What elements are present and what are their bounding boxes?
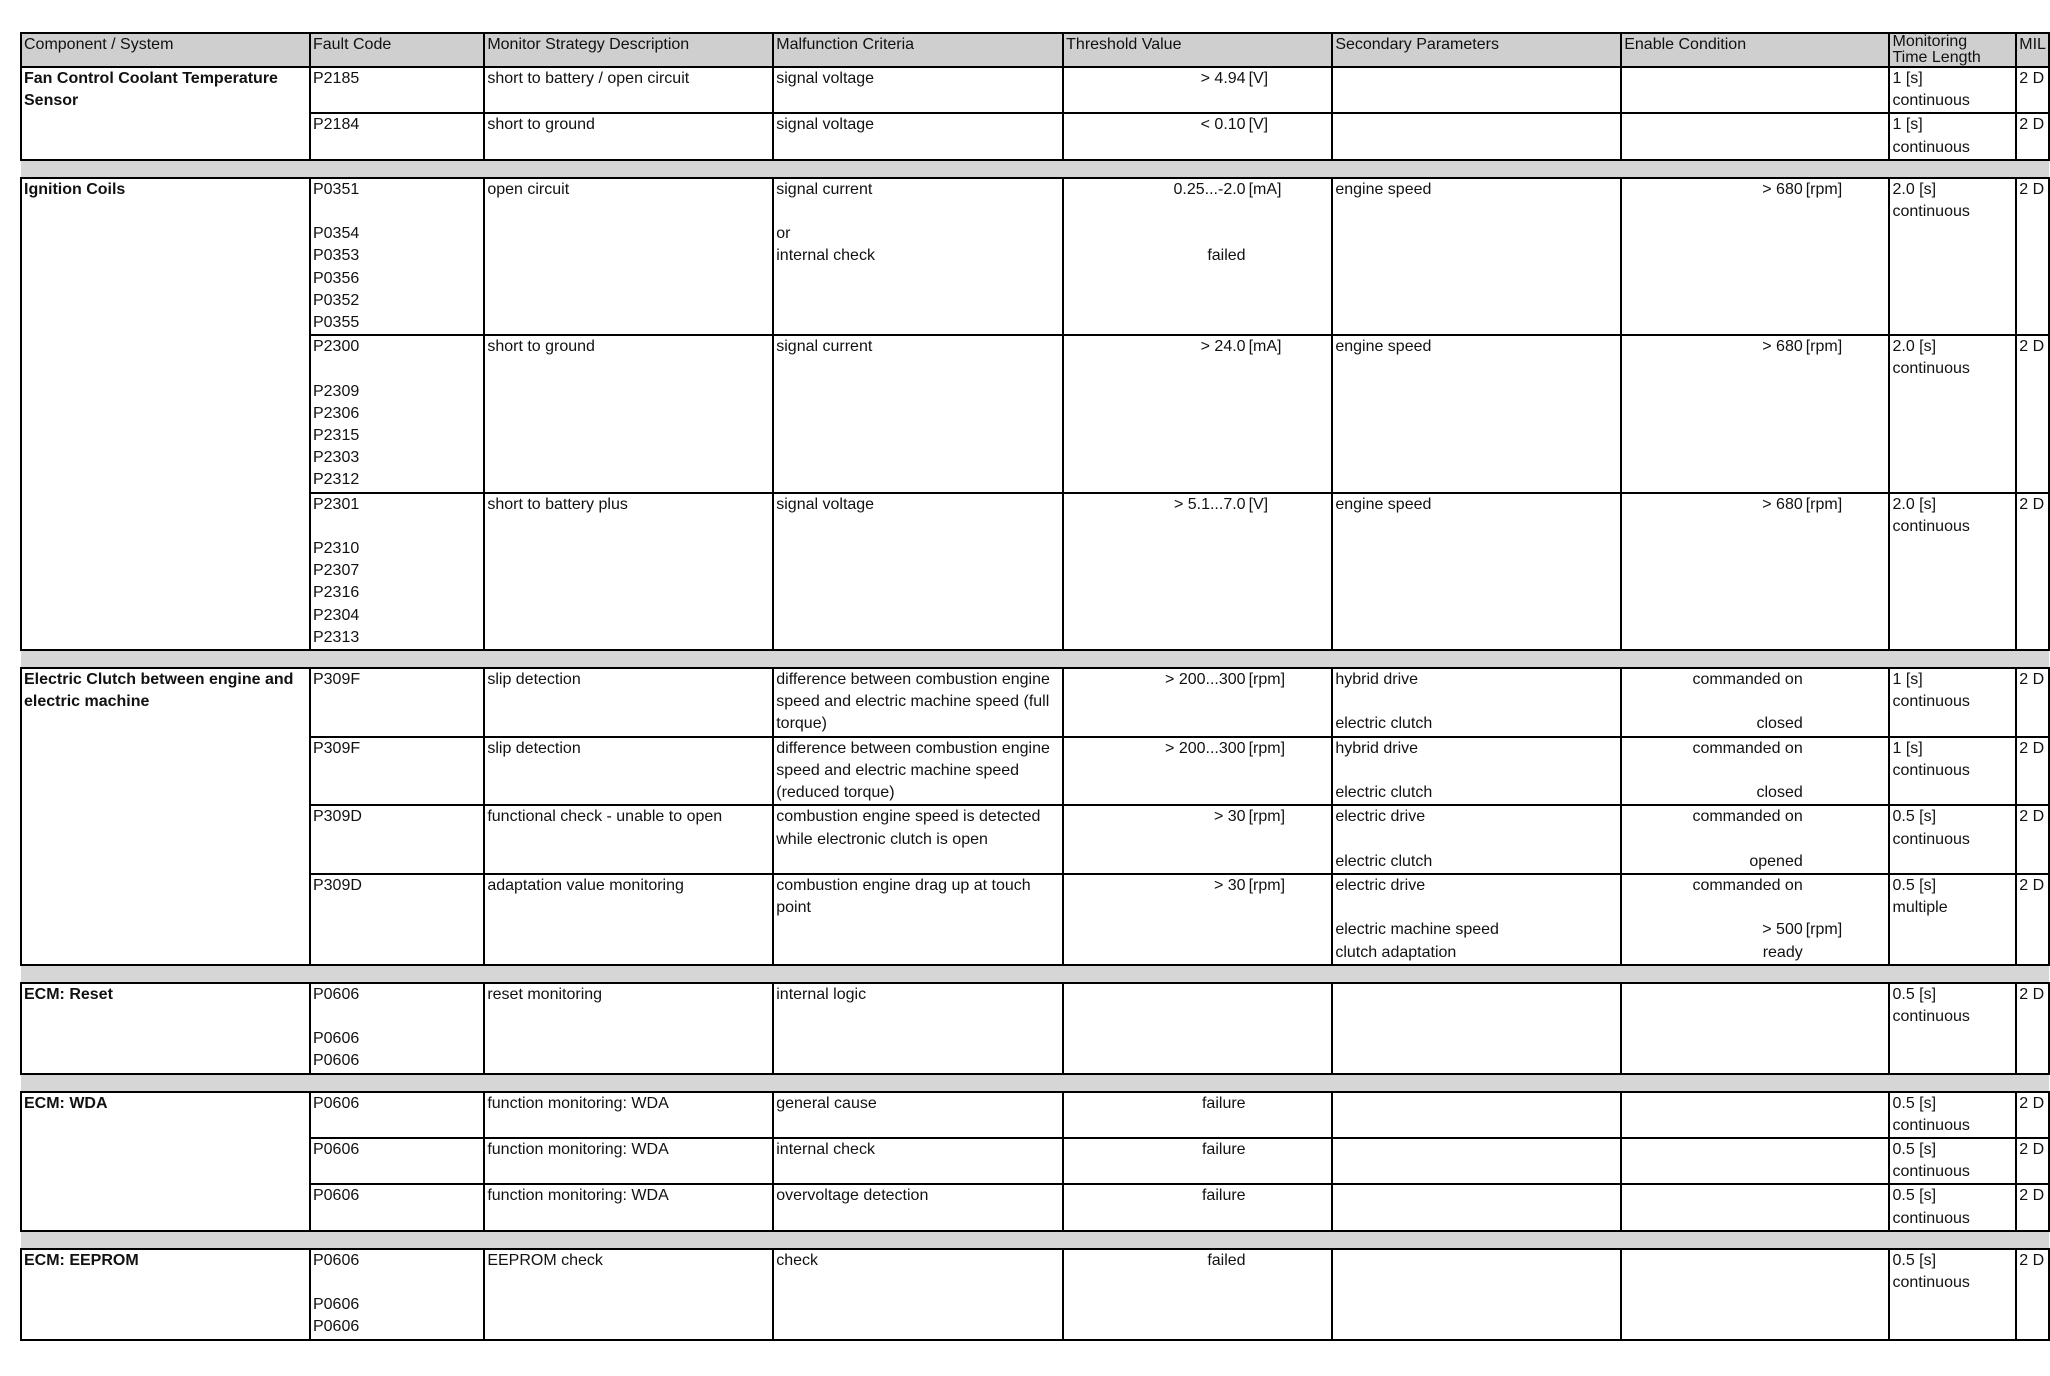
fault-code: P309F <box>310 737 484 806</box>
threshold-value: > 30 <box>1063 874 1246 965</box>
group-separator <box>21 1231 2049 1249</box>
monitor-strategy: functional check - unable to open <box>484 805 773 874</box>
malfunction-criteria: signal current <box>773 335 1063 492</box>
secondary-parameter <box>1332 1138 1621 1184</box>
malfunction-criteria: signal voltage <box>773 67 1063 113</box>
monitor-strategy: slip detection <box>484 668 773 737</box>
malfunction-criteria: signal voltage <box>773 493 1063 650</box>
header-fault-code: Fault Code <box>310 33 484 67</box>
table-row <box>21 67 2049 113</box>
threshold-unit: [mA] <box>1247 178 1333 335</box>
mil-value: 2 D <box>2016 874 2049 965</box>
component-name: ECM: WDA <box>21 1092 310 1231</box>
malfunction-criteria: overvoltage detection <box>773 1184 1063 1230</box>
header-mil: MIL <box>2016 33 2049 67</box>
monitoring-time: 0.5 [s] continuous <box>1889 1138 2016 1184</box>
malfunction-criteria: signal current or internal check <box>773 178 1063 335</box>
monitor-strategy: short to battery plus <box>484 493 773 650</box>
table-row <box>21 1249 2049 1340</box>
threshold-unit: [rpm] <box>1247 805 1333 874</box>
secondary-parameter <box>1332 1249 1621 1340</box>
fault-code: P0606 P0606 P0606 <box>310 1249 484 1340</box>
monitoring-time: 0.5 [s] continuous <box>1889 1184 2016 1230</box>
mil-value: 2 D <box>2016 1184 2049 1230</box>
monitoring-time: 1 [s] continuous <box>1889 668 2016 737</box>
fault-code: P2300 P2309 P2306 P2315 P2303 P2312 <box>310 335 484 492</box>
enable-condition <box>1621 67 1804 113</box>
enable-unit <box>1804 113 1890 159</box>
monitoring-time: 1 [s] continuous <box>1889 113 2016 159</box>
secondary-parameter: engine speed <box>1332 178 1621 335</box>
enable-unit <box>1804 983 1890 1074</box>
secondary-parameter: engine speed <box>1332 493 1621 650</box>
secondary-parameter <box>1332 113 1621 159</box>
monitor-strategy: short to battery / open circuit <box>484 67 773 113</box>
threshold-value: < 0.10 <box>1063 113 1246 159</box>
enable-condition <box>1621 113 1804 159</box>
secondary-parameter: engine speed <box>1332 335 1621 492</box>
enable-condition: commanded on > 500 ready <box>1621 874 1804 965</box>
malfunction-criteria: difference between combustion engine speed and electric machine speed (full torque) <box>773 668 1063 737</box>
mil-value: 2 D <box>2016 178 2049 335</box>
header-monitoring-time: Monitoring Time Length <box>1889 33 2016 67</box>
monitoring-time: 2.0 [s] continuous <box>1889 178 2016 335</box>
threshold-value: > 24.0 <box>1063 335 1246 492</box>
enable-condition: > 680 <box>1621 178 1804 335</box>
mil-value: 2 D <box>2016 1249 2049 1340</box>
enable-condition <box>1621 1249 1804 1340</box>
threshold-value: failure <box>1063 1092 1246 1138</box>
header-threshold-value: Threshold Value <box>1063 33 1332 67</box>
table-row <box>21 1092 2049 1138</box>
monitor-strategy: slip detection <box>484 737 773 806</box>
monitoring-time: 1 [s] continuous <box>1889 737 2016 806</box>
enable-unit: [rpm] <box>1804 493 1890 650</box>
secondary-parameter <box>1332 983 1621 1074</box>
fault-code: P0606 <box>310 1092 484 1138</box>
separator-band <box>21 965 2049 983</box>
threshold-value: failure <box>1063 1184 1246 1230</box>
malfunction-criteria: internal logic <box>773 983 1063 1074</box>
mil-value: 2 D <box>2016 805 2049 874</box>
mil-value: 2 D <box>2016 737 2049 806</box>
monitoring-time: 0.5 [s] continuous <box>1889 805 2016 874</box>
threshold-unit: [rpm] <box>1247 668 1333 737</box>
monitoring-time: 1 [s] continuous <box>1889 67 2016 113</box>
component-name: Fan Control Coolant Temperature Sensor <box>21 67 310 160</box>
monitoring-time: 2.0 [s] continuous <box>1889 335 2016 492</box>
group-separator <box>21 1074 2049 1092</box>
threshold-value: > 5.1...7.0 <box>1063 493 1246 650</box>
fault-code: P309F <box>310 668 484 737</box>
enable-unit <box>1804 1092 1890 1138</box>
monitoring-time: 0.5 [s] multiple <box>1889 874 2016 965</box>
header-monitor-strategy: Monitor Strategy Description <box>484 33 773 67</box>
malfunction-criteria: check <box>773 1249 1063 1340</box>
malfunction-criteria: internal check <box>773 1138 1063 1184</box>
mil-value: 2 D <box>2016 67 2049 113</box>
threshold-unit: [rpm] <box>1247 874 1333 965</box>
threshold-unit: [V] <box>1247 67 1333 113</box>
enable-unit <box>1804 668 1890 737</box>
mil-value: 2 D <box>2016 113 2049 159</box>
fault-code: P0606 <box>310 1184 484 1230</box>
mil-value: 2 D <box>2016 1092 2049 1138</box>
enable-condition: commanded on closed <box>1621 668 1804 737</box>
monitoring-time: 2.0 [s] continuous <box>1889 493 2016 650</box>
enable-condition <box>1621 1184 1804 1230</box>
mil-value: 2 D <box>2016 1138 2049 1184</box>
secondary-parameter <box>1332 1092 1621 1138</box>
threshold-value <box>1063 983 1246 1074</box>
fault-code: P309D <box>310 805 484 874</box>
secondary-parameter: hybrid drive electric clutch <box>1332 737 1621 806</box>
monitor-strategy: open circuit <box>484 178 773 335</box>
component-name: Ignition Coils <box>21 178 310 650</box>
table-row <box>21 1138 2049 1184</box>
malfunction-criteria: combustion engine speed is detected while electronic clutch is open <box>773 805 1063 874</box>
monitoring-time: 0.5 [s] continuous <box>1889 983 2016 1074</box>
monitor-strategy: adaptation value monitoring <box>484 874 773 965</box>
table-row <box>21 178 2049 335</box>
table-row <box>21 493 2049 650</box>
monitor-strategy: EEPROM check <box>484 1249 773 1340</box>
malfunction-criteria: difference between combustion engine speed and electric machine speed (reduced torque) <box>773 737 1063 806</box>
header-enable-condition: Enable Condition <box>1621 33 1889 67</box>
threshold-value: 0.25...-2.0 failed <box>1063 178 1246 335</box>
threshold-unit <box>1247 983 1333 1074</box>
enable-unit: [rpm] <box>1804 178 1890 335</box>
group-separator <box>21 965 2049 983</box>
monitor-strategy: short to ground <box>484 335 773 492</box>
mil-value: 2 D <box>2016 493 2049 650</box>
enable-condition <box>1621 1092 1804 1138</box>
secondary-parameter <box>1332 67 1621 113</box>
table-row <box>21 737 2049 806</box>
group-separator <box>21 650 2049 668</box>
mil-value: 2 D <box>2016 668 2049 737</box>
mil-value: 2 D <box>2016 983 2049 1074</box>
monitor-strategy: function monitoring: WDA <box>484 1184 773 1230</box>
enable-unit <box>1804 805 1890 874</box>
malfunction-criteria: combustion engine drag up at touch point <box>773 874 1063 965</box>
fault-code: P2185 <box>310 67 484 113</box>
table-row <box>21 874 2049 965</box>
secondary-parameter: hybrid drive electric clutch <box>1332 668 1621 737</box>
header-malfunction-criteria: Malfunction Criteria <box>773 33 1063 67</box>
malfunction-criteria: general cause <box>773 1092 1063 1138</box>
threshold-unit: [rpm] <box>1247 737 1333 806</box>
enable-condition: > 680 <box>1621 335 1804 492</box>
header-row <box>21 33 2049 67</box>
monitor-strategy: function monitoring: WDA <box>484 1138 773 1184</box>
enable-unit <box>1804 1249 1890 1340</box>
separator-band <box>21 160 2049 178</box>
header-secondary-parameters: Secondary Parameters <box>1332 33 1621 67</box>
table-row <box>21 113 2049 159</box>
table-row <box>21 668 2049 737</box>
enable-condition: > 680 <box>1621 493 1804 650</box>
threshold-value: failure <box>1063 1138 1246 1184</box>
threshold-value: > 30 <box>1063 805 1246 874</box>
monitoring-time: 0.5 [s] continuous <box>1889 1249 2016 1340</box>
threshold-unit: [V] <box>1247 493 1333 650</box>
table-row <box>21 983 2049 1074</box>
malfunction-criteria: signal voltage <box>773 113 1063 159</box>
threshold-value: > 200...300 <box>1063 668 1246 737</box>
header-component: Component / System <box>21 33 310 67</box>
separator-band <box>21 1231 2049 1249</box>
group-separator <box>21 160 2049 178</box>
enable-condition <box>1621 1138 1804 1184</box>
monitor-strategy: reset monitoring <box>484 983 773 1074</box>
separator-band <box>21 1074 2049 1092</box>
component-name: Electric Clutch between engine and electric machine <box>21 668 310 965</box>
monitor-strategy: function monitoring: WDA <box>484 1092 773 1138</box>
mil-value: 2 D <box>2016 335 2049 492</box>
threshold-unit <box>1247 1184 1333 1230</box>
threshold-value: > 200...300 <box>1063 737 1246 806</box>
fault-code: P0351 P0354 P0353 P0356 P0352 P0355 <box>310 178 484 335</box>
table-row <box>21 335 2049 492</box>
enable-condition <box>1621 983 1804 1074</box>
secondary-parameter: electric drive electric machine speed clutch adaptation <box>1332 874 1621 965</box>
threshold-unit: [V] <box>1247 113 1333 159</box>
threshold-unit <box>1247 1249 1333 1340</box>
diagnostic-table <box>20 32 2050 1341</box>
secondary-parameter <box>1332 1184 1621 1230</box>
fault-code: P0606 P0606 P0606 <box>310 983 484 1074</box>
fault-code: P2184 <box>310 113 484 159</box>
table-row <box>21 805 2049 874</box>
separator-band <box>21 650 2049 668</box>
enable-condition: commanded on closed <box>1621 737 1804 806</box>
monitor-strategy: short to ground <box>484 113 773 159</box>
fault-code: P0606 <box>310 1138 484 1184</box>
component-name: ECM: EEPROM <box>21 1249 310 1340</box>
enable-unit <box>1804 1138 1890 1184</box>
enable-unit <box>1804 1184 1890 1230</box>
fault-code: P2301 P2310 P2307 P2316 P2304 P2313 <box>310 493 484 650</box>
enable-condition: commanded on opened <box>1621 805 1804 874</box>
monitoring-time: 0.5 [s] continuous <box>1889 1092 2016 1138</box>
threshold-value: > 4.94 <box>1063 67 1246 113</box>
table-row <box>21 1184 2049 1230</box>
threshold-value: failed <box>1063 1249 1246 1340</box>
fault-code: P309D <box>310 874 484 965</box>
enable-unit: [rpm] <box>1804 335 1890 492</box>
threshold-unit <box>1247 1138 1333 1184</box>
enable-unit <box>1804 737 1890 806</box>
enable-unit: [rpm] <box>1804 874 1890 965</box>
enable-unit <box>1804 67 1890 113</box>
secondary-parameter: electric drive electric clutch <box>1332 805 1621 874</box>
component-name: ECM: Reset <box>21 983 310 1074</box>
threshold-unit: [mA] <box>1247 335 1333 492</box>
threshold-unit <box>1247 1092 1333 1138</box>
